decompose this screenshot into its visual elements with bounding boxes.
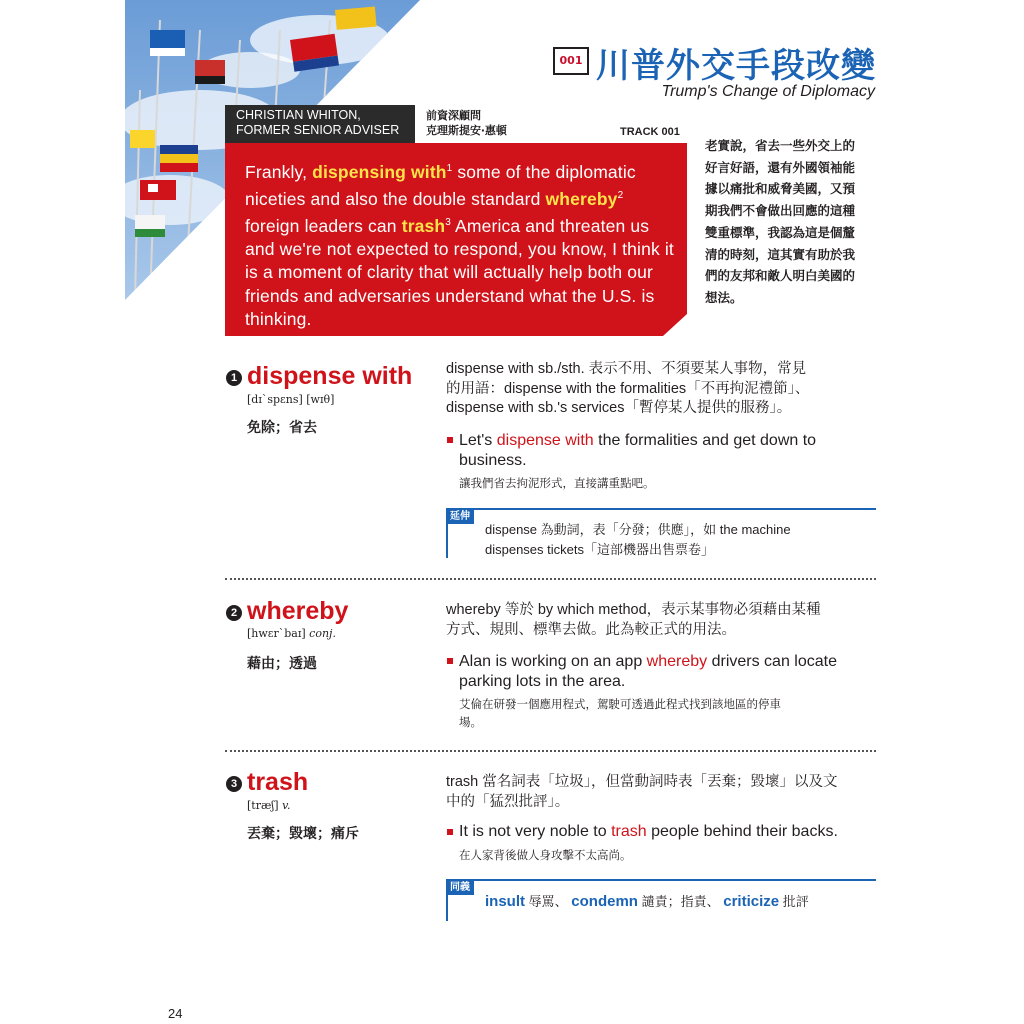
- speaker-name-zh: [416, 105, 540, 143]
- explanation-line: 方式、規則、標準去做。此為較正式的用法。: [446, 621, 736, 638]
- quote-highlight-trash: trash: [401, 215, 446, 236]
- quote-text: foreign leaders can: [245, 215, 402, 236]
- part-of-speech: conj.: [309, 627, 336, 640]
- translation-zh: [705, 135, 883, 309]
- quote-highlight-whereby: whereby: [545, 188, 618, 209]
- bullet-icon: [447, 829, 453, 835]
- phonetic-text: [hwɛrˋbaɪ]: [247, 627, 306, 640]
- extension-text: [485, 520, 791, 559]
- translation-line: 們的友邦和敵人明白美國的: [705, 268, 856, 284]
- speaker-name-en: [225, 105, 415, 143]
- translation-line: 老實說，省去一些外交上的: [705, 138, 856, 153]
- translation-line: 好言好語，還有外國領袖能: [705, 159, 856, 175]
- footnote-marker: 1: [446, 163, 453, 174]
- vocab-number-badge: 2: [226, 605, 242, 621]
- phonetic-text: [træʃ]: [247, 799, 279, 812]
- explanation-line: 中的「猛烈批評」。: [446, 793, 570, 810]
- extension-line: dispenses tickets「這部機器出售票卷」: [485, 541, 714, 557]
- vocab-explanation: [446, 601, 886, 640]
- article-title-en: Trump's Change of Diplomacy: [661, 83, 875, 100]
- example-text: Alan is working on an app: [459, 653, 647, 670]
- vocab-number-badge: 1: [226, 370, 242, 386]
- translation-line: 雙重標準，我認為這是個釐: [705, 224, 856, 240]
- page-fold-corner: [663, 314, 687, 336]
- vocab-word: whereby: [247, 597, 349, 625]
- synonym-separator: 、: [706, 894, 720, 909]
- quote-highlight-dispensing-with: dispensing with: [312, 161, 447, 182]
- example-zh-line: 場。: [459, 714, 482, 729]
- vocab-explanation: [446, 360, 886, 419]
- example-highlight: dispense with: [496, 432, 594, 449]
- example-text: the formalities and get down to: [593, 432, 817, 449]
- translation-line: 清的時刻，這其實有助於我: [705, 246, 856, 262]
- quote-text: America and threaten us and we're not expected to respond, you know, I think it is a moment of clarity that will actually help both our friends and adversaries understand what the U.S. is thinking.: [245, 215, 674, 329]
- footnote-marker: 2: [617, 190, 624, 202]
- vocab-phonetic: [dɪˋspɛns] [wɪθ]: [247, 393, 335, 406]
- translation-line: 想法。: [705, 289, 743, 305]
- example-zh-line: 艾倫在研發一個應用程式，駕駛可透過此程式找到該地區的停車: [459, 697, 781, 711]
- explanation-line: dispense with sb./sth. 表示不用、不須要某人事物，常見: [446, 361, 807, 377]
- page-number: 24: [168, 1006, 183, 1021]
- speaker-name-zh-line1: 前資深顧問: [426, 109, 481, 122]
- synonym-word: criticize: [723, 893, 780, 910]
- quote-text: Frankly,: [245, 161, 313, 182]
- bullet-icon: [447, 437, 453, 443]
- translation-line: 據以痛批和威脅美國，又預: [705, 181, 856, 197]
- vocab-meaning-zh: 藉由；透過: [247, 656, 317, 672]
- synonym-box-top-border: [446, 879, 876, 881]
- part-of-speech: v.: [282, 799, 291, 812]
- synonym-word: condemn: [571, 893, 638, 910]
- explanation-line: dispense with sb.'s services「暫停某人提供的服務」。: [446, 400, 792, 416]
- vocab-example-zh: 在人家背後做人身攻擊不太高尚。: [459, 848, 632, 862]
- vocab-meaning-zh: 丟棄；毀壞；痛斥: [247, 826, 359, 842]
- example-text: It is not very noble to: [459, 823, 612, 840]
- quote-text: some of the diplomatic niceties and also the double standard: [245, 161, 636, 209]
- article-title-zh: 川普外交手段改變: [596, 46, 876, 86]
- article-number: 001: [553, 47, 589, 75]
- vocab-number-badge: 3: [226, 776, 242, 792]
- vocab-explanation: [446, 773, 886, 812]
- vocab-example-zh: 讓我們省去拘泥形式，直接講重點吧。: [459, 476, 655, 490]
- vocab-word: dispense with: [247, 362, 413, 390]
- synonym-zh: 辱罵: [528, 894, 555, 909]
- synonym-zh: 批評: [782, 894, 809, 909]
- explanation-line: trash 當名詞表「垃圾」，但當動詞時表「丟棄；毀壞」以及文: [446, 774, 838, 790]
- extension-tag: 延伸: [446, 510, 474, 524]
- vocab-example-en: [459, 652, 889, 692]
- vocab-phonetic: [247, 799, 291, 812]
- vocab-example-en: [459, 822, 889, 842]
- quote-box: [225, 143, 687, 336]
- synonym-list: [485, 892, 809, 912]
- synonym-tag: 同義: [446, 881, 474, 895]
- example-text: business.: [459, 452, 527, 469]
- section-divider: [225, 578, 876, 580]
- extension-box-top-border: [446, 508, 876, 510]
- example-text: drivers can locate: [707, 653, 837, 670]
- example-text: parking lots in the area.: [459, 673, 626, 690]
- example-text: Let's: [459, 432, 497, 449]
- example-text: people behind their backs.: [646, 823, 838, 840]
- explanation-line: 的用語：dispense with the formalities「不再拘泥禮節」、: [446, 380, 810, 397]
- track-label[interactable]: TRACK 001: [620, 126, 680, 138]
- vocab-meaning-zh: 免除；省去: [247, 420, 317, 436]
- synonym-word: insult: [485, 893, 525, 910]
- synonym-separator: 、: [554, 894, 568, 909]
- vocab-example-en: [459, 431, 889, 471]
- example-highlight: trash: [611, 823, 647, 840]
- example-highlight: whereby: [646, 653, 708, 670]
- section-divider: [225, 750, 876, 752]
- speaker-name-en-line2: FORMER SENIOR ADVISER: [236, 123, 400, 137]
- vocab-word: trash: [247, 768, 309, 796]
- translation-line: 期我們不會做出回應的這種: [705, 203, 856, 219]
- speaker-name-zh-line2: 克理斯提安‧惠頓: [426, 124, 507, 137]
- explanation-line: whereby 等於 by which method，表示某事物必須藉由某種: [446, 602, 821, 618]
- footnote-marker: 3: [445, 217, 451, 229]
- extension-line: dispense 為動詞，表「分發；供應」，如 the machine: [485, 522, 791, 537]
- vocab-phonetic: [247, 627, 336, 640]
- synonym-zh: 譴責；指責: [641, 894, 707, 909]
- bullet-icon: [447, 658, 453, 664]
- speaker-name-en-line1: CHRISTIAN WHITON,: [236, 108, 361, 122]
- vocab-example-zh: [459, 696, 879, 731]
